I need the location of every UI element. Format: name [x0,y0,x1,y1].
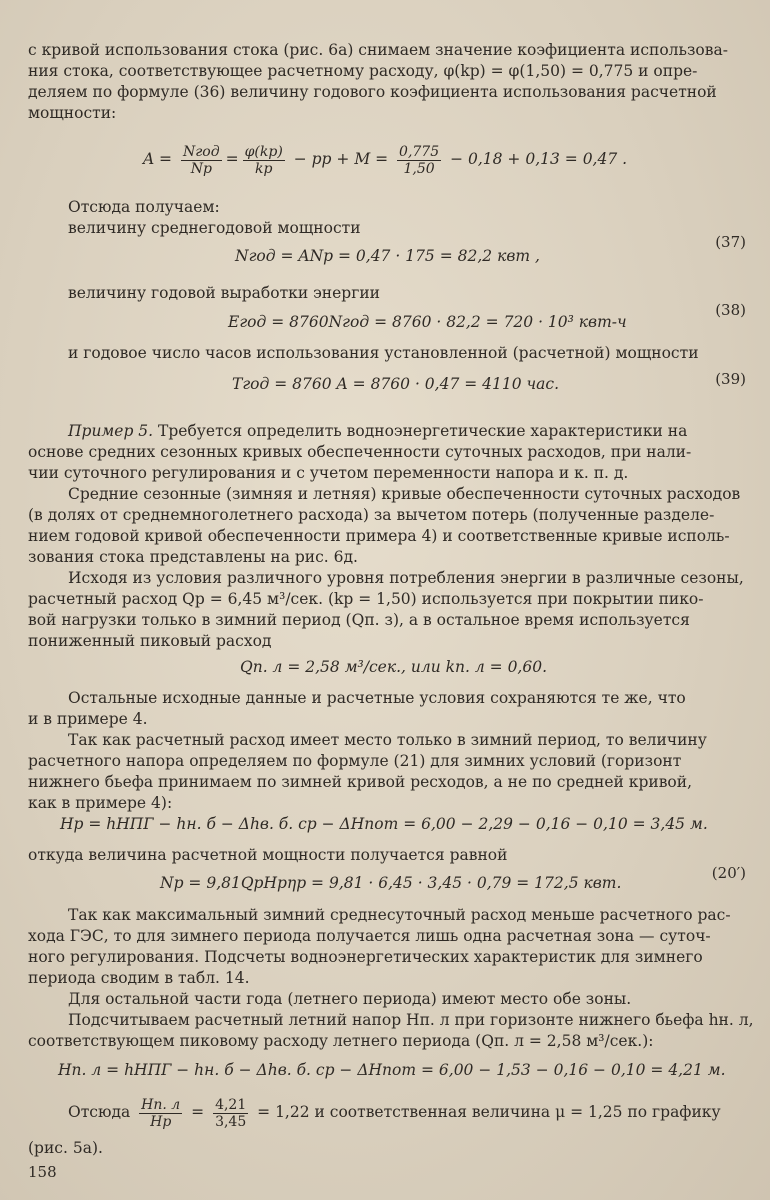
text-line: ного регулирования. Подсчеты водноэнергетических характеристик для зимнего [28,948,703,966]
text-line: Отсюда получаем: [68,198,220,216]
text-line: Подсчитываем расчетный летний напор Hп. л при горизонте нижнего бьефа hн. л, [68,1011,754,1029]
text-line: ния стока, соответствующее расчетному расходу, φ(kр) = φ(1,50) = 0,775 и опре- [28,62,698,80]
text-line: Так как расчетный расход имеет место только в зимний период, то величину [68,731,707,749]
text-line: хода ГЭС, то для зимнего периода получается лишь одна расчетная зона — суточ- [28,927,711,945]
ratio-line [0,1094,770,1130]
text-line: (в долях от среднемноголетнего расхода) за вычетом потерь (полученные разделе- [28,506,715,524]
text-line: Остальные исходные данные и расчетные условия сохраняются те же, что [68,689,686,707]
text-line: (рис. 5а). [28,1139,103,1157]
example-heading-line [0,421,770,442]
equation-number-37: (37) [715,233,746,251]
text-line: чии суточного регулирования и с учетом переменности напора и к. п. д. [28,464,629,482]
example-label: Пример 5. [68,422,154,440]
text-line: периода сводим в табл. 14. [28,969,250,987]
fraction [243,144,285,177]
fraction-numerator: φ(kр) [244,143,283,160]
text-line: вой нагрузки только в зимний период (Qп. з), а в остальное время используется [28,611,690,629]
formula-38: Eгод = 8760Nгод = 8760 · 82,2 = 720 · 10³ квт-ч [228,313,627,331]
text-span: = [186,1103,210,1121]
text-line: нием годовой кривой обеспеченности примера 4) и соответственные кривые исполь- [28,527,730,545]
equation-number-38: (38) [715,301,746,319]
text-line: и годовое число часов использования установленной (расчетной) мощности [68,344,699,362]
text-span: Отсюда [68,1103,136,1121]
formula-design-power: Nр = 9,81QрHрηр = 9,81 · 6,45 · 3,45 · 0,79 = 172,5 квт. [160,874,622,892]
fraction-denominator: Hр [150,1113,172,1130]
fraction [139,1097,182,1130]
text-line: зования стока представлены на рис. 6д. [28,548,358,566]
text-line: величину годовой выработки энергии [68,284,380,302]
equation-number-39: (39) [715,370,746,388]
formula-utilization-coefficient: A = $\frac{\text{Nгод}}{Nр}$ = $\frac{\varphi(kр)}{kр}$ − pр + M = $\frac{0,775}{1,50}$ − 0,18 + 0,13 = 0,47 . [142,143,628,177]
fraction [397,144,441,177]
fraction-denominator: 1,50 [403,160,435,177]
text-line: деляем по формуле (36) величину годового коэфициента использования расчетной [28,83,717,101]
formula-part: − 0,18 + 0,13 = 0,47 . [445,150,628,168]
text-line: величину среднегодовой мощности [68,219,361,237]
text-line: Исходя из условия различного уровня потребления энергии в различные сезоны, [68,569,744,587]
page-number: 158 [28,1163,57,1181]
formula-part: A = [142,150,177,168]
text-span: = 1,22 и соответственная величина μ = 1,25 по графику [252,1103,721,1121]
equation-number-20prime: (20′) [711,864,746,882]
fraction-numerator: 0,775 [399,143,440,160]
formula-summer-head: Hп. л = hНПГ − hн. б − Δhв. б. ср − ΔHпот = 6,00 − 1,53 − 0,16 − 0,10 = 4,21 м. [58,1061,726,1079]
text-line: с кривой использования стока (рис. 6а) снимаем значение коэфициента использова- [28,41,728,59]
formula-part: − pр + M = [288,150,394,168]
fraction-denominator: kр [254,160,273,177]
formula-peak-discharge: Qп. л = 2,58 м³/сек., или kп. л = 0,60. [240,658,548,676]
fraction-numerator: 4,21 [215,1096,247,1113]
text-line: Средние сезонные (зимняя и летняя) кривые обеспеченности суточных расходов [68,485,741,503]
formula-39: Tгод = 8760 A = 8760 · 0,47 = 4110 час. [232,375,560,393]
text-line: пониженный пиковый расход [28,632,272,650]
fraction [213,1097,248,1130]
text-span: Требуется определить водноэнергетические характеристики на [153,422,688,440]
fraction-numerator: Nгод [182,143,220,160]
fraction-numerator: Hп. л [141,1096,181,1113]
text-line: соответствующем пиковому расходу летнего периода (Qп. л = 2,58 м³/сек.): [28,1032,654,1050]
fraction-denominator: Nр [190,160,212,177]
text-line: и в примере 4. [28,710,148,728]
fraction-denominator: 3,45 [215,1113,247,1130]
text-line: расчетный расход Qр = 6,45 м³/сек. (kр = 1,50) используется при покрытии пико- [28,590,704,608]
formula-design-head: Hр = hНПГ − hн. б − Δhв. б. ср − ΔHпот = 6,00 − 2,29 − 0,16 − 0,10 = 3,45 м. [60,815,708,833]
formula-37: Nгод = ANр = 0,47 · 175 = 82,2 квт , [235,247,540,265]
text-line: откуда величина расчетной мощности получается равной [28,846,508,864]
text-line: нижнего бьефа принимаем по зимней кривой ресходов, а не по средней кривой, [28,773,693,791]
text-line: как в примере 4): [28,794,173,812]
text-line: Так как максимальный зимний среднесуточный расход меньше расчетного рас- [68,906,731,924]
text-line: Для остальной части года (летнего периода) имеют место обе зоны. [68,990,632,1008]
text-line: мощности: [28,104,117,122]
fraction [181,144,222,177]
text-line: расчетного напора определяем по формуле (21) для зимних условий (горизонт [28,752,682,770]
text-line: основе средних сезонных кривых обеспеченности суточных расходов, при нали- [28,443,692,461]
